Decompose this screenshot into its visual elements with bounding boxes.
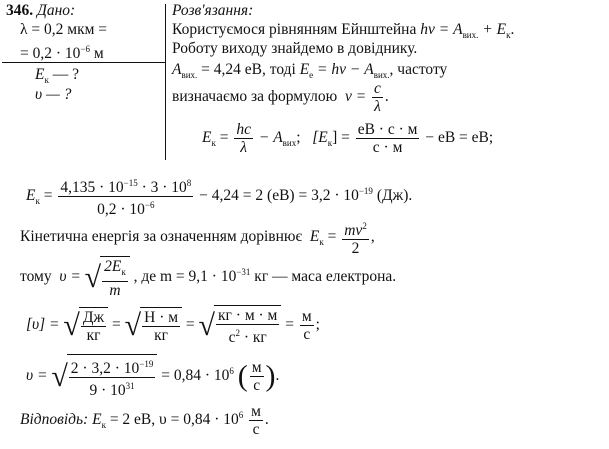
formula-kinetic-energy: $E_к$ = $\frac{hc}{\lambda}$ − $A_{вих}$; $[E_к]$ = $\frac{еВ \cdot с \cdot м}{с \cdot м}$ − еВ = еВ;: [202, 121, 494, 156]
solution-line4: визначаємо за формулою ν = $\frac{c}{\lambda}$ .: [172, 80, 389, 115]
given-label: Дано:: [37, 2, 76, 19]
velocity-formula: тому υ = √ $\frac{2E_к}{m}$ , де $m = 9,1 \cdot 10^{-31}$ кг — маса електрона.: [20, 258, 397, 299]
solution-line3: $A_{вих.} = 4,24$ еВ, тоді $E_e = h\nu - A_{вих.}$, частоту: [172, 61, 448, 80]
find-velocity: υ — ?: [35, 86, 72, 103]
velocity-calculation: υ = √ $\frac{2 \cdot 3,2 \cdot 10^{-19}}{9 \cdot 10^{31}}$ = $0,84 \cdot 10^6$ ( $\frac{м}{с}$ ).: [26, 354, 279, 399]
solution-line1: Користуємося рівнянням Ейнштейна $h\nu = A_{вих.} + E_к$.: [172, 21, 515, 40]
given-lambda-line2: = $0,2 \cdot 10^{-6}$ м: [20, 44, 104, 62]
given-divider-vertical: [165, 4, 166, 160]
formula-ek-calculation: $E_к$ = $\frac{4,135 \cdot 10^{-15} \cdot 3 \cdot 10^8}{0,2 \cdot 10^{-6}}$ − 4,24 = 2 $(еВ) = 3,2 \cdot 10^{-19}$ (Дж).: [26, 175, 412, 218]
velocity-units: [υ] = √ $\frac{Дж}{кг}$ = √ $\frac{Н \cdot м}{кг}$ = √ $\frac{кг \cdot м \cdot м}{с^2 \cdot кг}$ = $\frac{м}{с}$ ;: [26, 307, 320, 346]
solution-label: Розв'язання:: [172, 2, 254, 19]
solution-line2: Роботу виходу знайдемо в довіднику.: [172, 40, 418, 57]
problem-number: 346.: [6, 2, 34, 19]
find-kinetic-energy: $E_к$ — ?: [35, 66, 79, 85]
kinetic-energy-definition: Кінетична енергія за означенням дорівнює $E_к$ = $\frac{mv^2}{2}$ ,: [20, 218, 375, 257]
answer: Відповідь: $E_к = 2$ еВ, $\upsilon = 0,84 \cdot 10^6$ $\frac{м}{с}$ .: [20, 403, 269, 438]
given-lambda-line1: λ = 0,2 мкм =: [20, 21, 108, 38]
